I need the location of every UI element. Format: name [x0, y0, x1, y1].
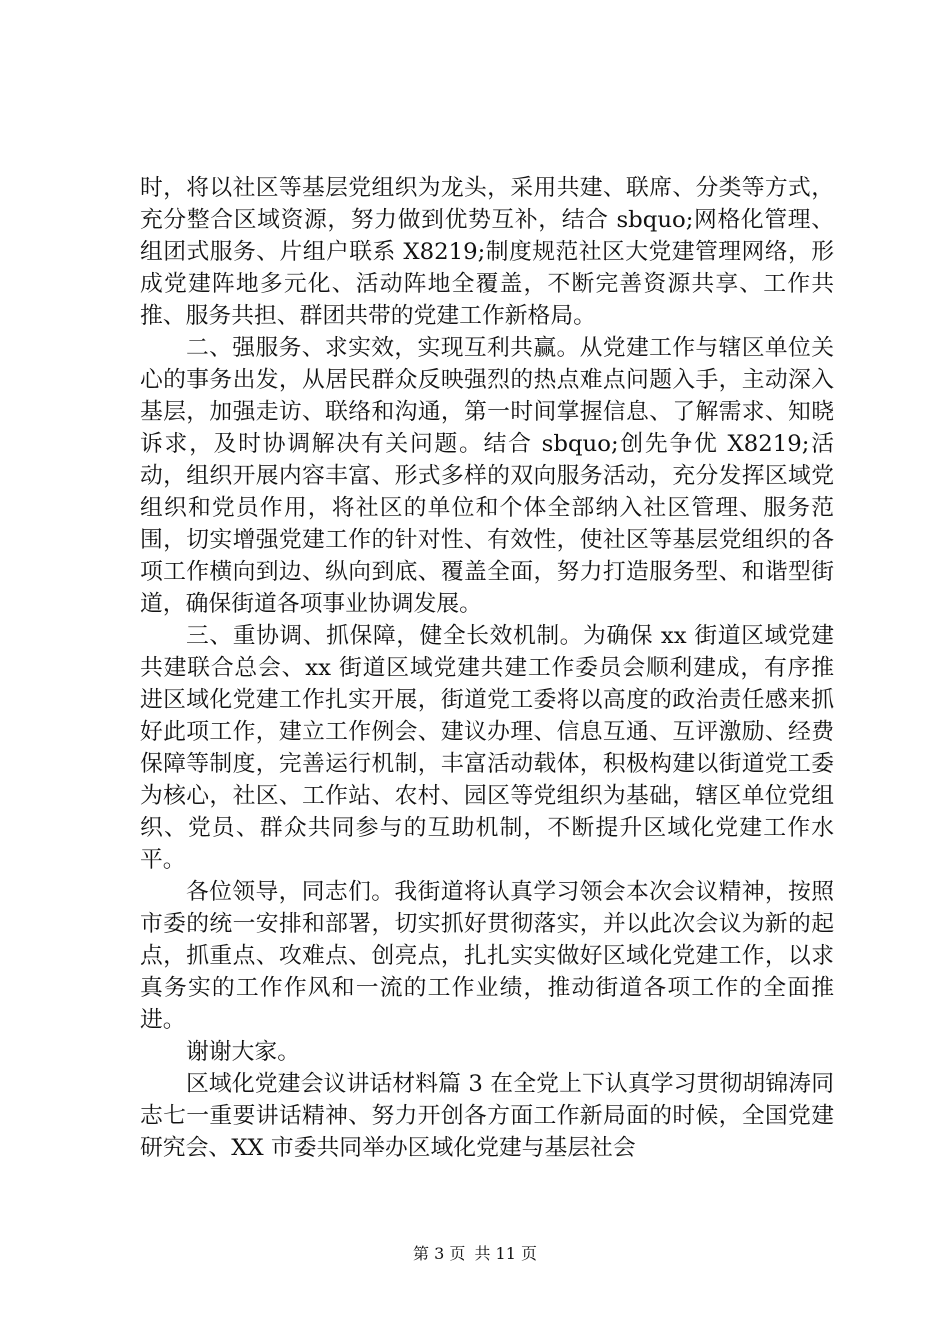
paragraph-1: 时，将以社区等基层党组织为龙头，采用共建、联席、分类等方式，充分整合区域资源，努力做到优势互补，结合 sbquo;网格化管理、组团式服务、片组户联系 X8219;制度规范社区大党建管理网络，形成党建阵地多元化、活动阵地全覆盖，不断完善资源共享、工作共推、服务共担、群团共带的党建工作新格局。 — [140, 175, 834, 329]
page-total: 共 11 页 — [474, 1244, 537, 1263]
page-number: 第 3 页 — [413, 1244, 466, 1263]
document-body — [140, 172, 834, 1164]
page-footer — [0, 1244, 950, 1264]
paragraph-3: 三、重协调、抓保障，健全长效机制。为确保 xx 街道区域党建共建联合总会、xx 街道区域党建共建工作委员会顺利建成，有序推进区域化党建工作扎实开展，街道党工委将以高度的政治责任感来抓好此项工作，建立工作例会、建议办理、信息互通、互评激励、经费保障等制度，完善运行机制，丰富活动载体，积极构建以街道党工委为核心，社区、工作站、农村、园区等党组织为基础，辖区单位党组织、党员、群众共同参与的互助机制，不断提升区域化党建工作水平。 — [140, 623, 834, 873]
paragraph-6: 区域化党建会议讲话材料篇 3 在全党上下认真学习贯彻胡锦涛同志七一重要讲话精神、努力开创各方面工作新局面的时候，全国党建研究会、XX 市委共同举办区域化党建与基层社会 — [140, 1071, 834, 1161]
paragraph-2: 二、强服务、求实效，实现互利共赢。从党建工作与辖区单位关心的事务出发，从居民群众反映强烈的热点难点问题入手，主动深入基层，加强走访、联络和沟通，第一时间掌握信息、了解需求、知晓诉求，及时协调解决有关问题。结合 sbquo;创先争优 X8219;活动，组织开展内容丰富、形式多样的双向服务活动，充分发挥区域党组织和党员作用，将社区的单位和个体全部纳入社区管理、服务范围，切实增强党建工作的针对性、有效性，使社区等基层党组织的各项工作横向到边、纵向到底、覆盖全面，努力打造服务型、和谐型街道，确保街道各项事业协调发展。 — [140, 335, 834, 617]
paragraph-4: 各位领导，同志们。我街道将认真学习领会本次会议精神，按照市委的统一安排和部署，切实抓好贯彻落实，并以此次会议为新的起点，抓重点、攻难点、创亮点，扎扎实实做好区域化党建工作，以求真务实的工作作风和一流的工作业绩，推动街道各项工作的全面推进。 — [140, 879, 834, 1033]
paragraph-5: 谢谢大家。 — [186, 1039, 300, 1065]
